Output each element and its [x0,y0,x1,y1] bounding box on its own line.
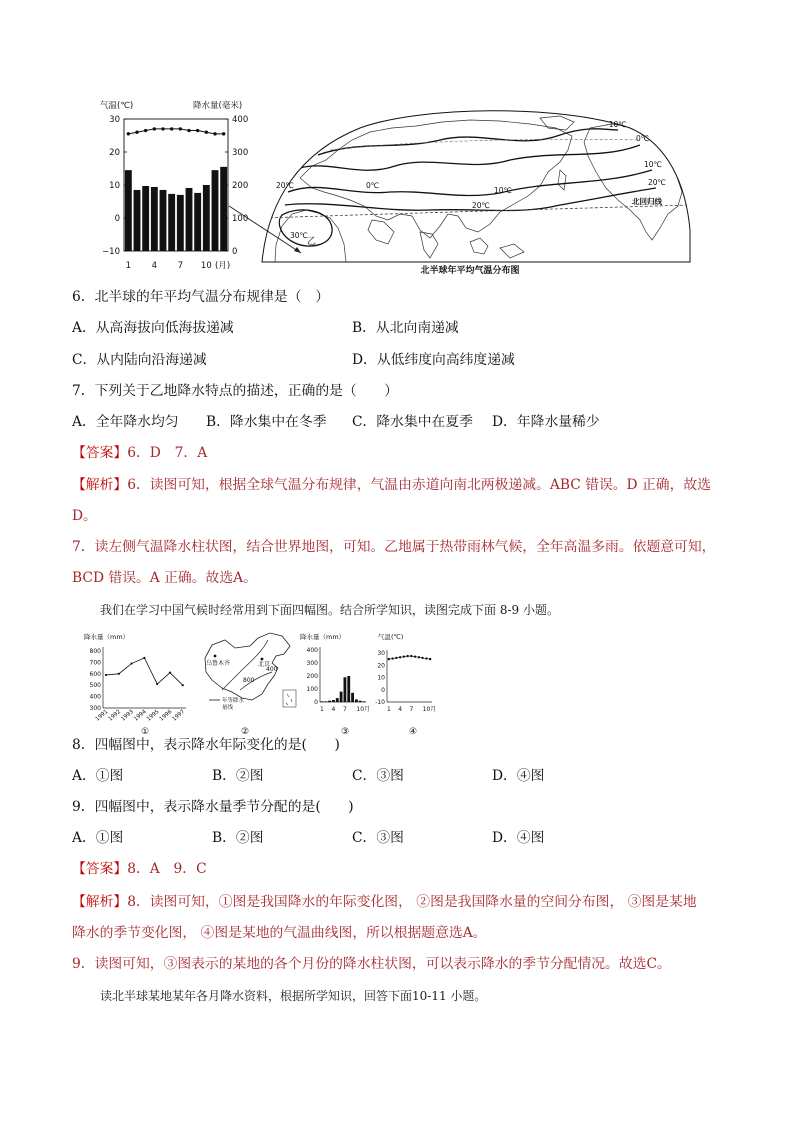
q6-stem: 6．北半球的年平均气温分布规律是（ ） [72,289,330,305]
month-tick-label: 7 [343,706,347,713]
month-tick-label: (月) [215,261,231,271]
temp-point [205,131,208,134]
precip-bar [336,698,339,702]
precip-axis-title: 降水量(毫米) [193,101,243,111]
precip-bar [168,194,175,251]
answer-text: 8．A 9．C [127,861,207,877]
y-tick-label: 0 [314,699,318,706]
precip-bar [351,693,354,702]
land-islands [470,116,574,258]
figure-3-caption: ③ [340,727,350,737]
temp-point [170,127,173,130]
map-label: 10℃ [644,160,662,169]
y-tick-label: 10 [377,674,385,682]
land-arabia [368,220,394,244]
figure-1-line-chart [84,632,186,737]
figure-2-china-map [205,633,296,737]
q9-option-b: B．②图 [212,830,264,846]
map-label: -10℃ [606,120,627,129]
analysis-line: BCD 错误。A 正确。故选A。 [72,570,257,586]
temp-point [414,655,416,657]
month-tick-label: 10月 [356,706,371,713]
precip-bar [160,190,167,251]
temp-point [135,131,138,134]
q6-option-a: A．从高海拔向低海拔递减 [72,320,234,336]
temp-point [418,656,420,658]
intro-text: 我们在学习中国气候时经常用到下面四幅图。结合所学知识，读图完成下面 8-9 小题。 [100,603,559,617]
q9-option-a: A．①图 [72,830,124,846]
precip-bar [324,701,327,702]
temp-point [395,657,397,659]
q8-option-d: D．④图 [492,768,545,784]
precip-bar [328,701,331,702]
analysis-line: 7．读左侧气温降水柱状图，结合世界地图，可知。乙地属于热带雨林气候，全年高温多雨。依题意可知， [72,539,716,555]
precip-bar [177,195,184,251]
precip-bar [355,699,358,702]
temp-point [406,655,408,657]
data-point [156,683,158,685]
temp-line [389,656,430,659]
isoline-label-800: 800 [243,677,255,684]
data-point [131,662,133,664]
tropic-of-cancer-label: 北回归线 [632,197,662,206]
q9-stem: 9．四幅图中，表示降水量季节分配的是( ) [72,799,354,815]
isotherm-minus10 [318,129,618,155]
precip-bar [125,170,132,251]
data-point [143,657,145,659]
y-tick-label: 30 [377,650,385,657]
temp-point [421,657,423,659]
y-tick-label: 100 [306,686,318,693]
temp-axis-title: 气温(℃) [100,101,134,111]
data-point [182,684,184,686]
analysis-text: 8．读图可知，①图是我国降水的年际变化图， ②图是我国降水量的空间分布图， ③图是某地 [127,894,697,910]
analysis-line: D。 [72,508,97,524]
temp-tick-label: 10 [109,181,120,191]
map-land [265,116,690,262]
year-tick-label: 1993 [120,708,135,723]
precip-bar [332,700,335,702]
q7-option-b: B．降水集中在冬季 [206,414,327,430]
map-label: 20℃ [648,178,666,187]
temp-point [187,129,190,132]
q8-option-c: C．③图 [352,768,404,784]
month-tick-label: 4 [331,706,336,713]
temp-point [425,657,427,659]
analysis-label: 【解析】 [72,477,128,493]
q6-option-d: D．从低纬度向高纬度递减 [352,352,515,368]
y-tick-label: 400 [306,647,318,654]
analysis-line [72,893,697,911]
precip-line [106,658,183,685]
analysis-line: 降水的季节变化图， ④图是某地的气温曲线图，所以根据题意选A。 [72,925,487,941]
temp-line [128,129,223,134]
map-title: 北半球年平均气温分布图 [420,266,520,276]
y-tick-label: 800 [89,648,101,655]
precip-bar [142,186,149,251]
temp-tick-label: 30 [109,115,120,125]
month-tick-label: 10 [200,261,212,271]
land-india [420,232,438,258]
precip-tick-label: 0 [232,247,238,257]
precip-tick-label: 300 [232,148,249,158]
answer-label: 【答案】 [72,861,128,877]
figure-3-bar-chart [300,632,370,737]
land-north-america [584,124,682,240]
south-china-sea-inset [283,690,296,707]
month-tick-label: 4 [398,706,403,713]
month-tick-label: 1 [125,261,132,271]
year-tick-label: 1995 [145,708,161,723]
precip-bar [220,167,227,251]
year-tick-label: 1991 [94,708,110,723]
y-tick-label: 400 [89,693,101,701]
analysis-label: 【解析】 [72,894,128,910]
q7-option-d: D．年降水量稀少 [492,414,600,430]
connector-arrowhead [294,247,301,253]
precip-bar [134,190,141,251]
data-point [118,673,120,675]
inset-islands [286,694,292,705]
location-yi-label: 乙 [307,237,317,247]
precip-tick-label: 100 [232,214,249,224]
q7-option-c: C．降水集中在夏季 [352,414,473,430]
analysis-line: 9．读图可知，③图表示的某地的各个月份的降水柱状图，可以表示降水的季节分配情况。故选C。 [72,956,671,972]
precip-bar [151,187,158,251]
q7-option-a: A．全年降水均匀 [72,414,179,430]
temp-point [391,657,393,659]
answer-text: 6．D 7．A [127,445,208,461]
temp-point [388,658,390,660]
y-axis-title: 降水量（mm） [84,633,130,641]
climate-chart [100,100,248,271]
precip-tick-label: 400 [232,115,249,125]
year-tick-label: 1996 [158,708,174,723]
y-tick-label: 200 [306,673,318,680]
precip-bar [340,692,343,702]
temp-point [161,127,164,130]
precip-tick-label: 200 [232,181,249,191]
map-label: 0℃ [636,134,650,143]
intro-text: 读北半球某地某年各月降水资料，根据所学知识，回答下面10-11 小题。 [100,989,487,1003]
data-point [105,674,107,676]
legend-label: 年等降水 [222,698,245,704]
precip-bar [321,701,324,702]
y-tick-label: 700 [89,659,101,667]
y-tick-label: 20 [377,662,385,670]
year-tick-label: 1997 [171,708,187,723]
q9-option-c: C．③图 [352,830,404,846]
month-tick-label: 1 [386,706,391,713]
precip-bar [363,701,366,702]
figure-4-caption: ④ [408,727,418,737]
q6-option-c: C．从内陆向沿海递减 [72,352,207,368]
isoline-label-400: 400 [266,666,278,673]
precip-bar [203,185,210,251]
y-tick-label: 300 [89,705,101,712]
y-axis-title: 降水量（mm） [300,633,346,641]
arctic-dashed-line [330,139,640,150]
temp-point [403,655,405,657]
q8-option-a: A．①图 [72,768,124,784]
data-point [169,672,171,674]
connector-line [229,206,301,253]
y-tick-label: 500 [89,682,101,690]
precip-bar [186,188,193,251]
map-label: 30℃ [290,231,308,240]
precip-bar [359,701,362,702]
temp-point [196,129,199,132]
temp-point [399,656,401,658]
temp-tick-label: 20 [109,148,120,158]
city-label-beijing: 北京 [258,661,271,668]
temp-point [213,132,216,135]
map-label: 0℃ [366,181,380,190]
temp-point [410,655,412,657]
map-label: 10℃ [494,186,512,195]
y-tick-label: 600 [89,670,101,678]
y-tick-label: 300 [306,660,318,667]
answer-line-2 [72,860,207,878]
map-label: 20℃ [472,201,490,210]
legend-label: 量线 [222,705,234,711]
isotherm-20 [285,188,656,211]
analysis-text: 6．读图可知，根据全球气温分布规律，气温由赤道向南北两极递减。ABC 错误。D 正确，故选 [127,477,711,493]
q6-option-b: B．从北向南递减 [352,320,459,336]
month-tick-label: 7 [177,261,184,271]
temp-point [153,127,156,130]
world-map [262,111,690,276]
precip-bar [212,170,219,251]
temp-point [222,132,225,135]
y-tick-label: 0 [381,686,385,694]
year-tick-label: 1992 [107,708,123,723]
month-tick-label: 10月 [422,706,437,713]
precip-bar [347,676,350,702]
precip-bar [194,193,201,251]
land-eurasia [300,120,572,238]
temp-point [429,658,431,660]
analysis-line [72,476,711,494]
month-tick-label: 1 [320,706,324,713]
q7-stem: 7．下列关于乙地降水特点的描述，正确的是（ ） [72,383,399,399]
figure-4-temperature-chart [375,632,436,737]
temp-point [144,129,147,132]
map-label: 20℃ [276,181,294,190]
precip-bar [344,677,347,702]
city-label-urumqi: 乌鲁木齐 [206,660,231,667]
answer-line-1 [72,444,207,462]
top-figure [0,95,794,285]
q8-stem: 8．四幅图中，表示降水年际变化的是( ) [72,737,340,753]
year-tick-label: 1994 [133,708,148,723]
q8-option-b: B．②图 [212,768,264,784]
y-axis-title: 气温(℃) [378,633,404,641]
y-tick-label: -10 [375,699,385,706]
city-dot-beijing [261,658,264,661]
figure-2-caption: ② [240,727,250,737]
city-dot-urumqi [214,655,217,658]
temp-point [179,127,182,130]
answer-label: 【答案】 [72,445,128,461]
temp-tick-label: −10 [102,247,120,257]
temp-point [127,132,130,135]
isotherm-30 [279,210,332,246]
q9-option-d: D．④图 [492,830,545,846]
figure-1-caption: ① [140,727,150,737]
temp-tick-label: 0 [114,214,120,224]
month-tick-label: 4 [151,261,158,271]
month-tick-label: 7 [409,706,414,713]
four-figures [0,625,794,740]
